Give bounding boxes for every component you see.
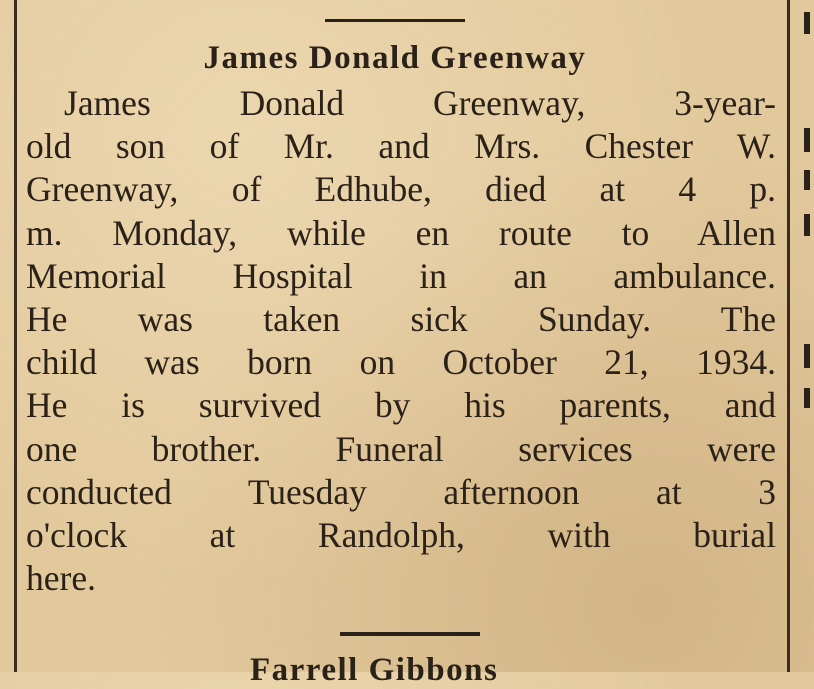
adjacent-column-edge bbox=[796, 0, 814, 672]
article-line: He is survived by his parents, and bbox=[26, 385, 776, 426]
article-line: here. bbox=[26, 558, 96, 599]
next-article-headline-partial: Farrell Gibbons bbox=[250, 652, 499, 688]
top-divider-rule bbox=[325, 19, 465, 22]
column-right-border bbox=[787, 0, 790, 672]
column-left-border bbox=[14, 0, 17, 672]
article-line: m. Monday, while en route to Allen bbox=[26, 212, 776, 253]
article-body bbox=[26, 82, 776, 600]
article-line: o'clock at Randolph, with burial bbox=[26, 514, 776, 555]
article-line: child was born on October 21, 1934. bbox=[26, 342, 776, 383]
article-line: conducted Tuesday afternoon at 3 bbox=[26, 471, 776, 512]
article-headline: James Donald Greenway bbox=[203, 40, 587, 76]
bottom-divider-rule bbox=[340, 632, 480, 636]
article-line: old son of Mr. and Mrs. Chester W. bbox=[26, 126, 776, 167]
article-line: Memorial Hospital in an ambulance. bbox=[26, 255, 776, 296]
article-line: He was taken sick Sunday. The bbox=[26, 298, 776, 339]
article-line: Greenway, of Edhube, died at 4 p. bbox=[26, 169, 776, 210]
article-line: one brother. Funeral services were bbox=[26, 428, 776, 469]
article-line: James Donald Greenway, 3-year- bbox=[64, 83, 776, 123]
